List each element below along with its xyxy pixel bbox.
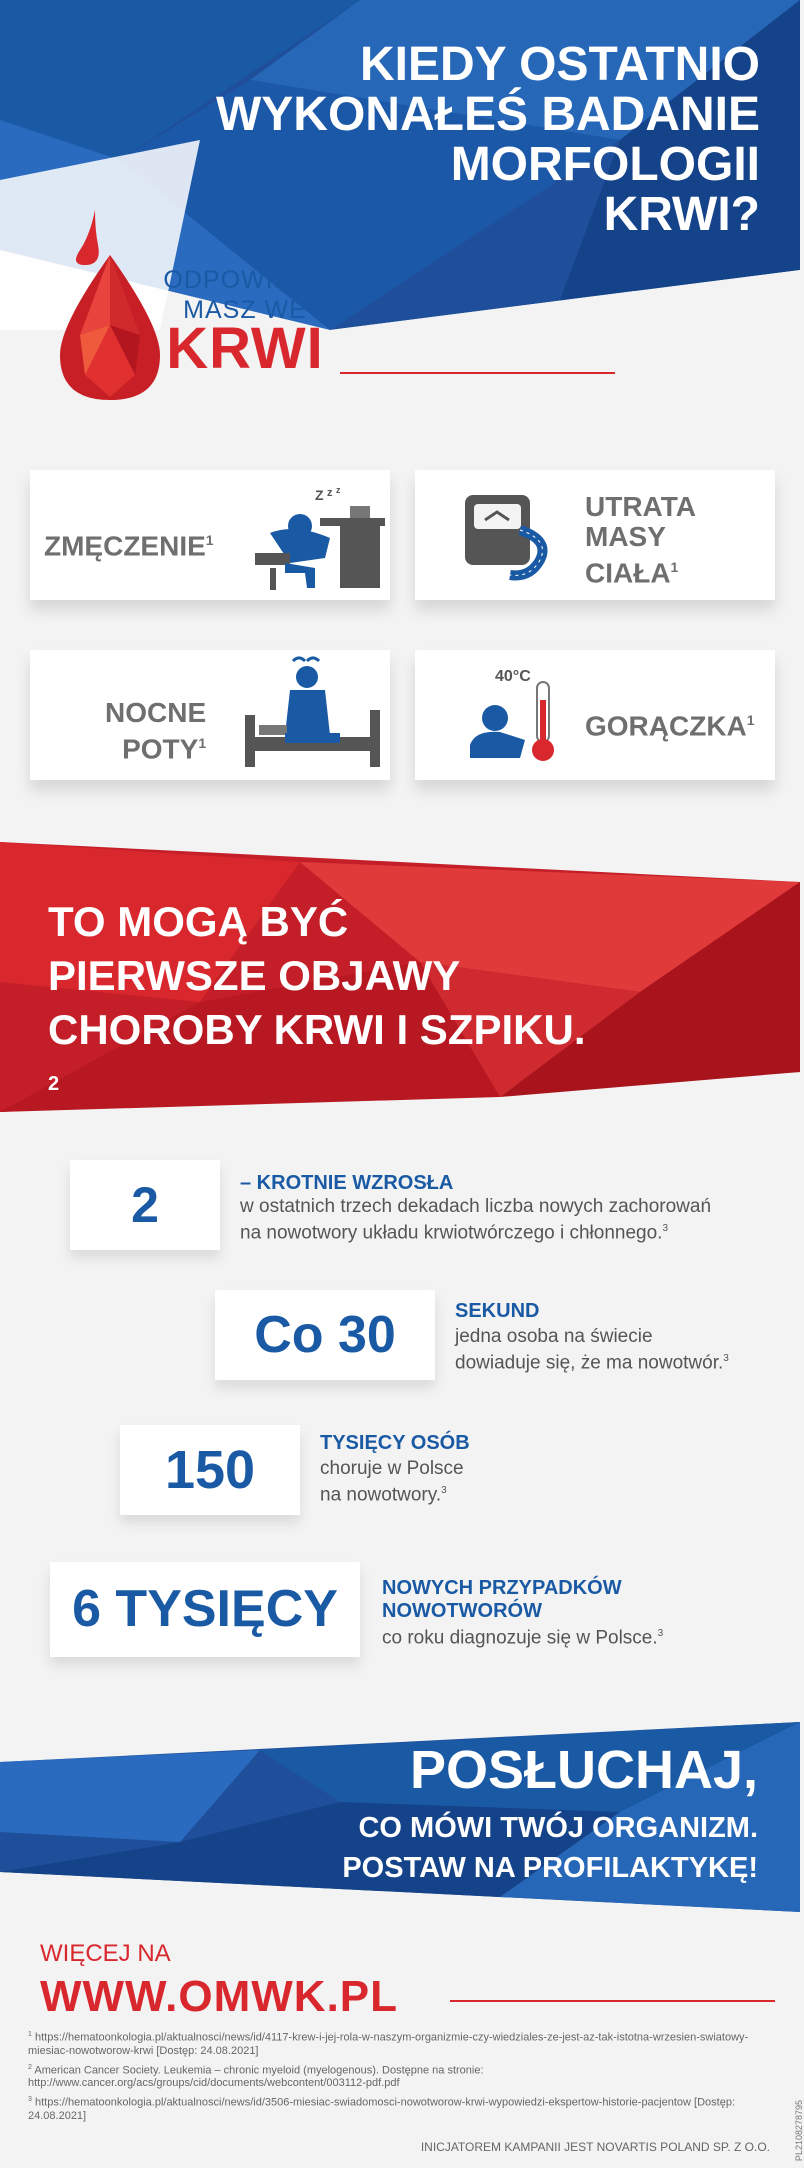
sweating-person-in-bed-icon bbox=[245, 655, 385, 775]
cta-subheading: CO MÓWI TWÓJ ORGANIZM. POSTAW NA PROFILAKTYKĘ! bbox=[342, 1812, 758, 1884]
logo-tagline: ODPOWIEDŹ MASZ WE bbox=[163, 266, 327, 324]
stat-value: 6 TYSIĘCY bbox=[50, 1562, 360, 1657]
stat-value: Co 30 bbox=[215, 1290, 435, 1380]
more-info-label: WIĘCEJ NA bbox=[40, 1940, 171, 1967]
logo-krwi: KRWI bbox=[166, 316, 324, 381]
scale-with-tape-icon bbox=[460, 490, 555, 580]
stat-description: w ostatnich trzech dekadach liczba nowych zachorowań na nowotwory układu krwiotwórczego i chłonnego.$^3$ bbox=[240, 1196, 712, 1244]
stat-description: jedna osoba na świecie dowiaduje się, że ma nowotwór.$^3$ bbox=[455, 1326, 729, 1374]
symptom-card-fever bbox=[415, 650, 775, 780]
stat-description: choruje w Polsce na nowotwory.$^3$ bbox=[320, 1458, 464, 1506]
stat-value: 150 bbox=[120, 1425, 300, 1515]
reference-item: $^2$ American Cancer Society. Leukemia – chronic myeloid (myelogenous). Dostępne na stronie: http://www.cancer.org/acs/groups/cid/documents/webcontent/003112-pdf.pdf bbox=[28, 2063, 484, 2090]
banner-text: TO MOGĄ BYĆ PIERWSZE OBJAWY CHOROBY KRWI I SZPIKU. $^2$ bbox=[48, 898, 586, 1095]
footer-text: INICJATOREM KAMPANII JEST NOVARTIS POLAND SP. Z O.O. bbox=[420, 2140, 770, 2154]
symptom-label: UTRATA MASY CIAŁA$^1$ bbox=[585, 491, 696, 589]
logo-divider bbox=[340, 372, 615, 374]
symptom-label: ZMĘCZENIE$^1$ bbox=[44, 530, 214, 562]
page-title: KIEDY OSTATNIO WYKONAŁEŚ BADANIE MORFOLOGII KRWI? bbox=[215, 38, 760, 241]
svg-text:Z: Z bbox=[315, 487, 324, 503]
symptom-label: GORĄCZKA$^1$ bbox=[585, 710, 755, 742]
tired-person-at-desk-icon bbox=[245, 478, 385, 593]
stat-heading: – KROTNIE WZROSŁA bbox=[240, 1172, 454, 1194]
svg-text:z: z bbox=[327, 487, 333, 499]
symptom-card-fatigue bbox=[30, 470, 390, 600]
symptom-card-night-sweats bbox=[30, 650, 390, 780]
stat-heading: SEKUND bbox=[455, 1300, 540, 1322]
symptom-card-weight-loss bbox=[415, 470, 775, 600]
document-code: PL2108278795 bbox=[794, 2100, 804, 2162]
reference-item: $^3$ https://hematoonkologia.pl/aktualnosci/news/id/3506-miesiac-swiadomosci-nowotworow-krwi-wypowiedzi-ekspertow-historie-pacjentow [Dostęp: 24.08.2021] bbox=[28, 2096, 735, 2122]
cta-heading: POSŁUCHAJ, bbox=[409, 1740, 758, 1800]
stat-value: 2 bbox=[70, 1160, 220, 1250]
symptom-label: NOCNE POTY$^1$ bbox=[105, 697, 207, 765]
stat-heading: TYSIĘCY OSÓB bbox=[320, 1432, 470, 1454]
website-link[interactable]: WWW.OMWK.PL bbox=[40, 1972, 399, 2021]
stat-heading: NOWYCH PRZYPADKÓW NOWOTWORÓW bbox=[382, 1577, 622, 1622]
svg-text:z: z bbox=[336, 485, 341, 495]
references bbox=[28, 2028, 768, 2126]
reference-item: $^1$ https://hematoonkologia.pl/aktualnosci/news/id/4117-krew-i-jej-rola-w-naszym-organizmie-czy-wiedziales-ze-jest-az-tak-istotna-wrzesien-swiatowy-miesiac-nowotworow-krwi [Dostęp: 24.08.2021] bbox=[28, 2031, 749, 2057]
stat-description: co roku diagnozuje się w Polsce.$^3$ bbox=[382, 1627, 664, 1649]
temperature-label: 40°C bbox=[495, 668, 531, 685]
url-divider bbox=[450, 2000, 775, 2002]
